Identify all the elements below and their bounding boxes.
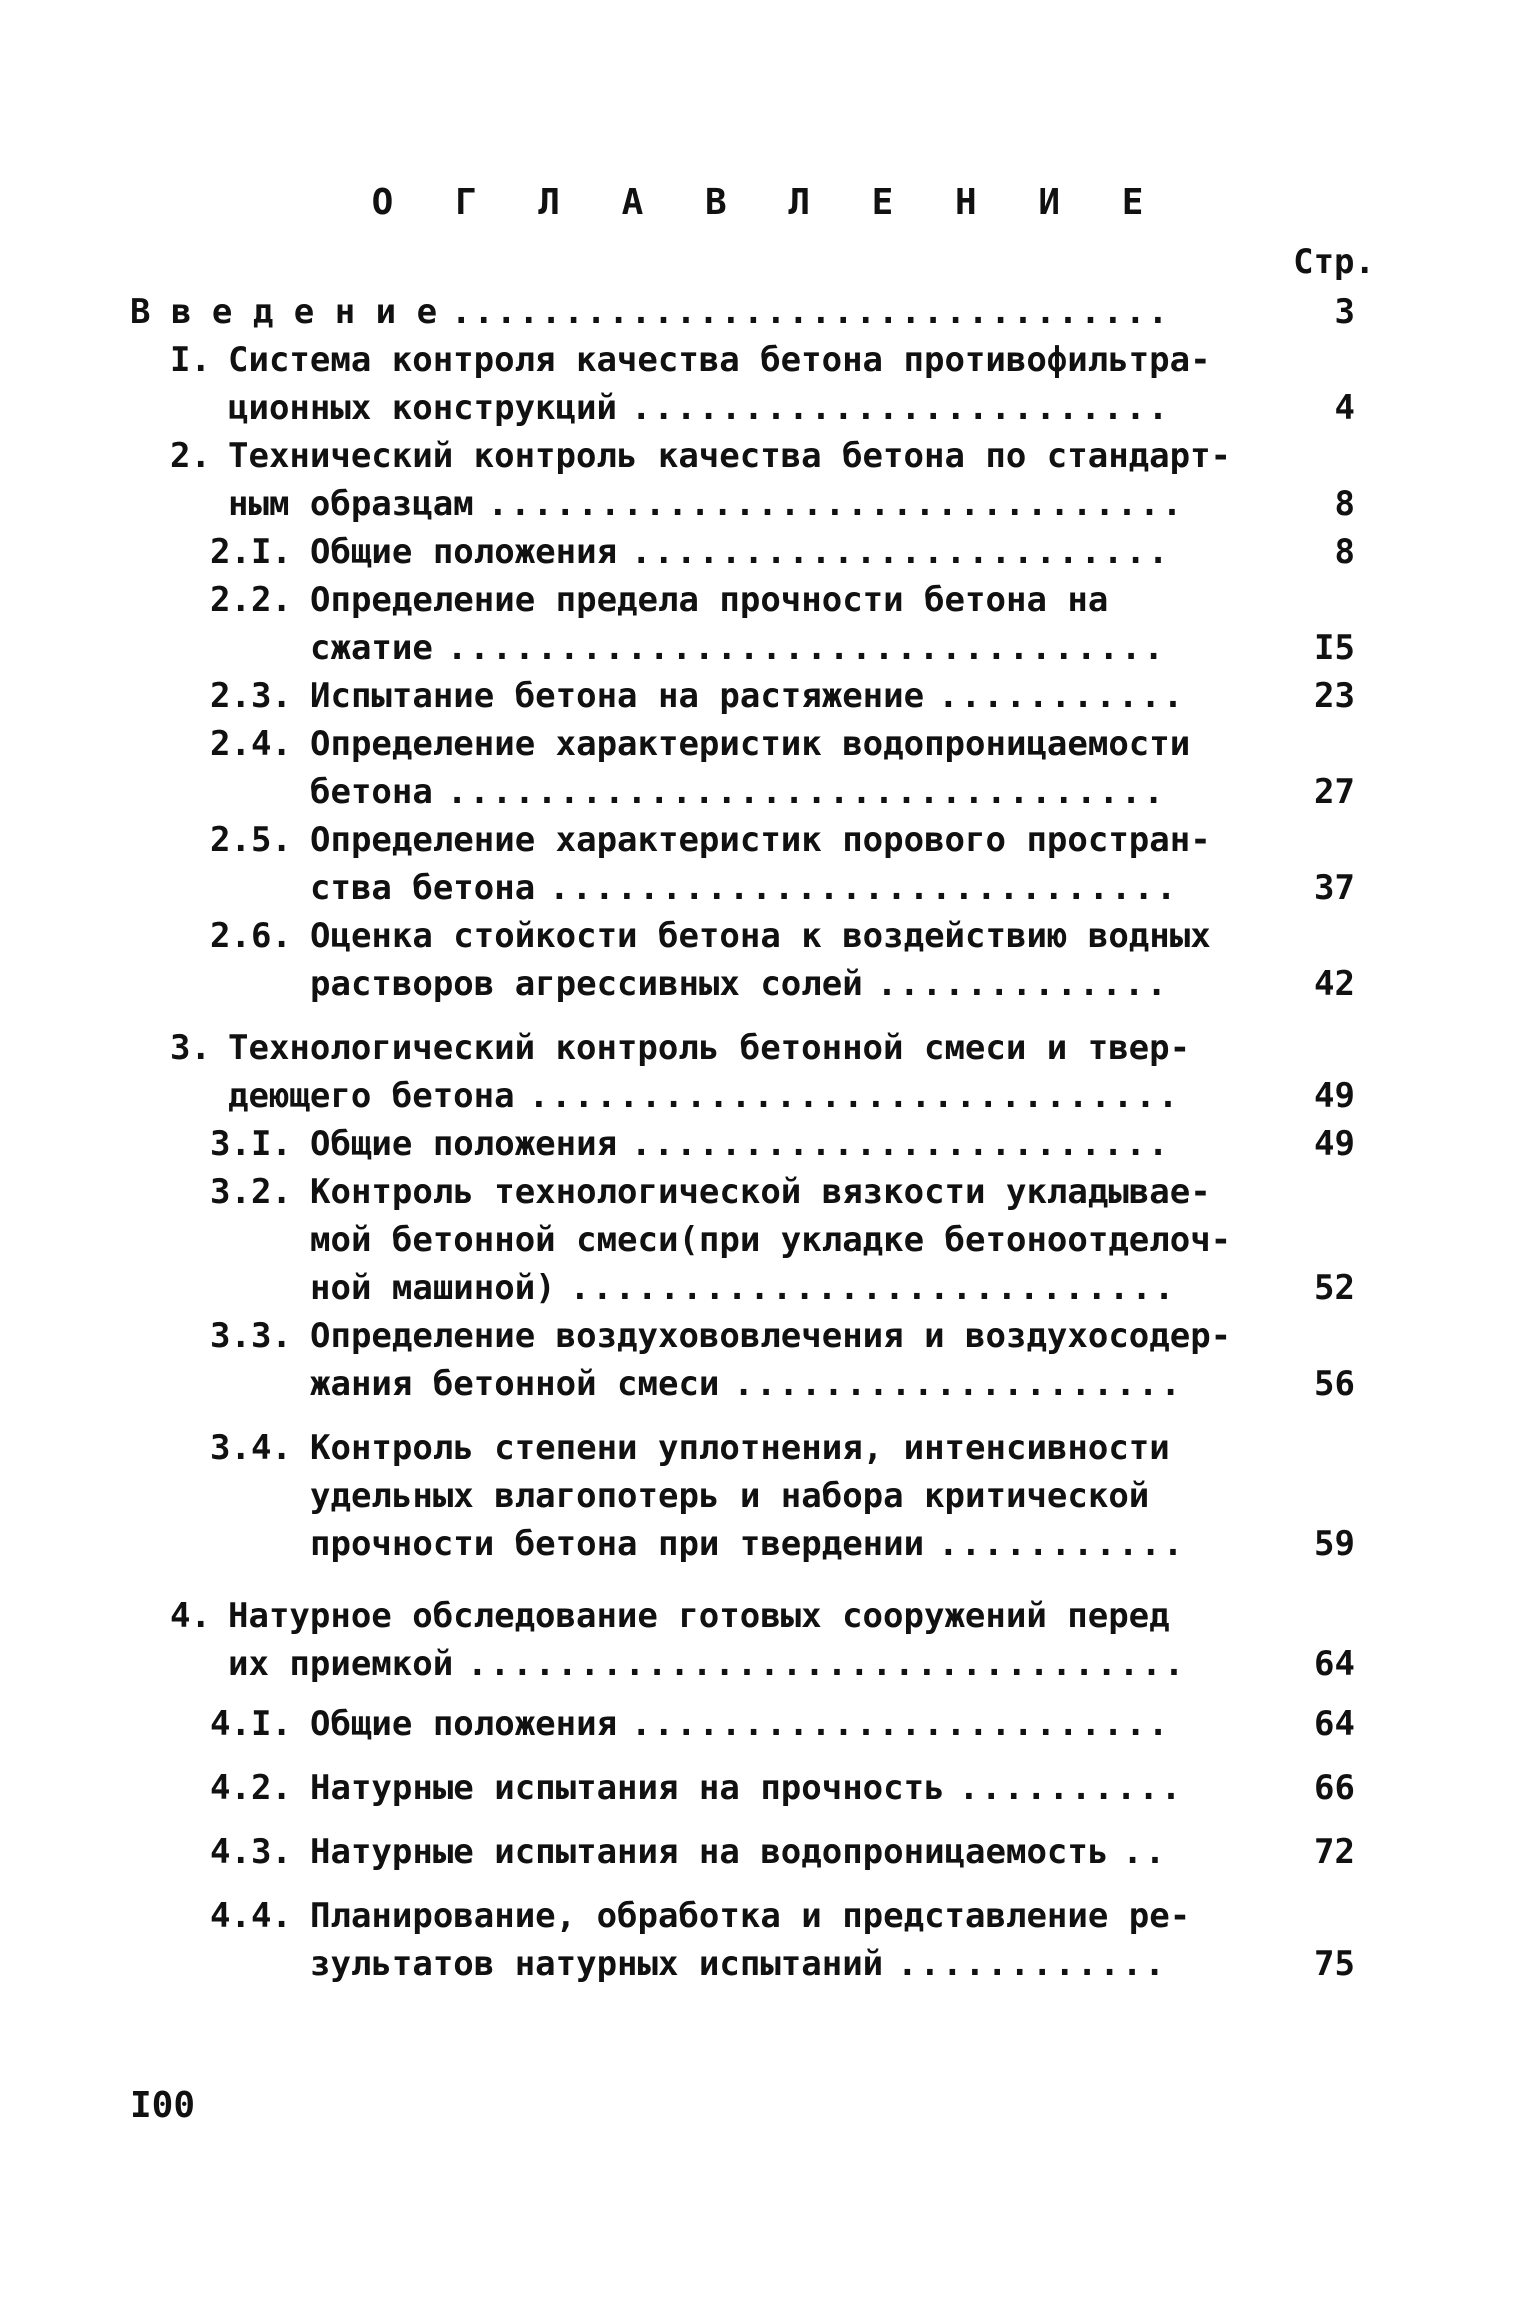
toc-entry-text: Общие положения <box>310 532 618 572</box>
toc-entry-number: 2. <box>170 436 211 476</box>
dot-leader: .......... <box>958 1768 1184 1808</box>
toc-entry-page: 42 <box>1314 964 1355 1004</box>
toc-entry-page: 72 <box>1314 1832 1355 1872</box>
toc-entry-text: прочности бетона при твердении <box>310 1524 925 1564</box>
toc-entry-text: ства бетона <box>310 868 536 908</box>
toc-entry-page: 75 <box>1314 1944 1355 1984</box>
toc-entry-text: их приемкой <box>228 1644 454 1684</box>
toc-entry-page: 37 <box>1314 868 1355 908</box>
toc-entry-page: 66 <box>1314 1768 1355 1808</box>
dot-leader: ............................... <box>487 484 1185 524</box>
toc-entry-text: Контроль степени уплотнения, интенсивности <box>310 1428 1170 1468</box>
toc-entry-number: 2.2. <box>210 580 292 620</box>
toc-entry-page: 56 <box>1314 1364 1355 1404</box>
toc-entry-text: удельных влагопотерь и набора критической <box>310 1476 1150 1516</box>
toc-entry-text: зультатов натурных испытаний <box>310 1944 884 1984</box>
toc-entry-text: деющего бетона <box>228 1076 515 1116</box>
toc-entry-page: 64 <box>1314 1704 1355 1744</box>
dot-leader: ........................ <box>631 532 1171 572</box>
toc-entry-text: жания бетонной смеси <box>310 1364 720 1404</box>
toc-entry-number: 2.6. <box>210 916 292 956</box>
toc-entry-text: Натурные испытания на прочность <box>310 1768 945 1808</box>
toc-entry-text: Технический контроль качества бетона по стандарт- <box>228 436 1232 476</box>
toc-entry-page: 3 <box>1334 292 1355 332</box>
toc-entry-page: 49 <box>1314 1076 1355 1116</box>
dot-leader: ............................. <box>528 1076 1181 1116</box>
toc-entry-text: ной машиной) <box>310 1268 556 1308</box>
toc-entry-number: 2.I. <box>210 532 292 572</box>
toc-entry-text: мой бетонной смеси(при укладке бетоноотделоч- <box>310 1220 1232 1260</box>
toc-entry-text: Определение характеристик водопроницаемости <box>310 724 1191 764</box>
toc-entry-text: Определение характеристик порового простран- <box>310 820 1211 860</box>
dot-leader: ............. <box>876 964 1169 1004</box>
toc-entry-page: 27 <box>1314 772 1355 812</box>
toc-entry-page: 64 <box>1314 1644 1355 1684</box>
dot-leader: ............ <box>897 1944 1167 1984</box>
toc-entry-number: 2.3. <box>210 676 292 716</box>
toc-entry-text: Контроль технологической вязкости укладывае- <box>310 1172 1211 1212</box>
dot-leader: .. <box>1122 1832 1168 1872</box>
toc-entry-text: Испытание бетона на растяжение <box>310 676 925 716</box>
toc-entry-text: Натурные испытания на водопроницаемость <box>310 1832 1109 1872</box>
toc-entry-number: 4. <box>170 1596 211 1636</box>
dot-leader: ........... <box>938 676 1186 716</box>
dot-leader: .................... <box>733 1364 1183 1404</box>
toc-entry-number: 2.5. <box>210 820 292 860</box>
toc-entry-page: 49 <box>1314 1124 1355 1164</box>
toc-entry-number: 4.4. <box>210 1896 292 1936</box>
page-number: I00 <box>130 2085 196 2126</box>
dot-leader: ................................ <box>451 292 1171 332</box>
toc-entry-page: 23 <box>1314 676 1355 716</box>
toc-entry-page: 8 <box>1334 532 1355 572</box>
toc-entry-number: 3.2. <box>210 1172 292 1212</box>
toc-entry-text: Общие положения <box>310 1704 618 1744</box>
toc-entry-page: 59 <box>1314 1524 1355 1564</box>
toc-entry-text: бетона <box>310 772 433 812</box>
toc-entry-text: ционных конструкций <box>228 388 617 428</box>
toc-entry-text: Оценка стойкости бетона к воздействию водных <box>310 916 1211 956</box>
toc-entry-text: Планирование, обработка и представление ре- <box>310 1896 1191 1936</box>
toc-title: О Г Л А В Л Е Н И Е <box>371 182 1164 223</box>
toc-entry-number: 2.4. <box>210 724 292 764</box>
dot-leader: ........................ <box>630 388 1171 428</box>
toc-entry-text: Система контроля качества бетона противофильтра- <box>228 340 1211 380</box>
toc-entry-text: растворов агрессивных солей <box>310 964 863 1004</box>
dot-leader: ................................ <box>446 772 1166 812</box>
toc-entry-number: 4.2. <box>210 1768 292 1808</box>
toc-entry-text: Определение предела прочности бетона на <box>310 580 1109 620</box>
toc-entry-text: Натурное обследование готовых сооружений перед <box>228 1596 1170 1636</box>
dot-leader: ............................ <box>549 868 1179 908</box>
dot-leader: ........................ <box>631 1704 1171 1744</box>
toc-entry-page: 8 <box>1334 484 1355 524</box>
toc-entry-number: 3.4. <box>210 1428 292 1468</box>
toc-entry-number: 3.3. <box>210 1316 292 1356</box>
toc-entry-number: 4.3. <box>210 1832 292 1872</box>
dot-leader: ................................ <box>446 628 1166 668</box>
toc-entry-page: 4 <box>1334 388 1355 428</box>
toc-entry-number: I. <box>170 340 211 380</box>
toc-entry-number: 4.I. <box>210 1704 292 1744</box>
toc-entry-text: ным образцам <box>228 484 474 524</box>
toc-entry-page: 52 <box>1314 1268 1355 1308</box>
dot-leader: ................................ <box>467 1644 1187 1684</box>
dot-leader: ........................... <box>569 1268 1177 1308</box>
toc-entry-number: 3. <box>170 1028 211 1068</box>
toc-entry-text: Общие положения <box>310 1124 618 1164</box>
toc-entry-text: Технологический контроль бетонной смеси и твер- <box>228 1028 1191 1068</box>
toc-entry-number: 3.I. <box>210 1124 292 1164</box>
toc-entry-page: I5 <box>1314 628 1355 668</box>
toc-entry-text: сжатие <box>310 628 433 668</box>
page-column-label: Стр. <box>1293 242 1375 282</box>
dot-leader: ........................ <box>631 1124 1171 1164</box>
dot-leader: ........... <box>938 1524 1186 1564</box>
toc-entry-text: В в е д е н и е <box>130 292 438 332</box>
toc-entry-text: Определение воздухововлечения и воздухосодер- <box>310 1316 1232 1356</box>
